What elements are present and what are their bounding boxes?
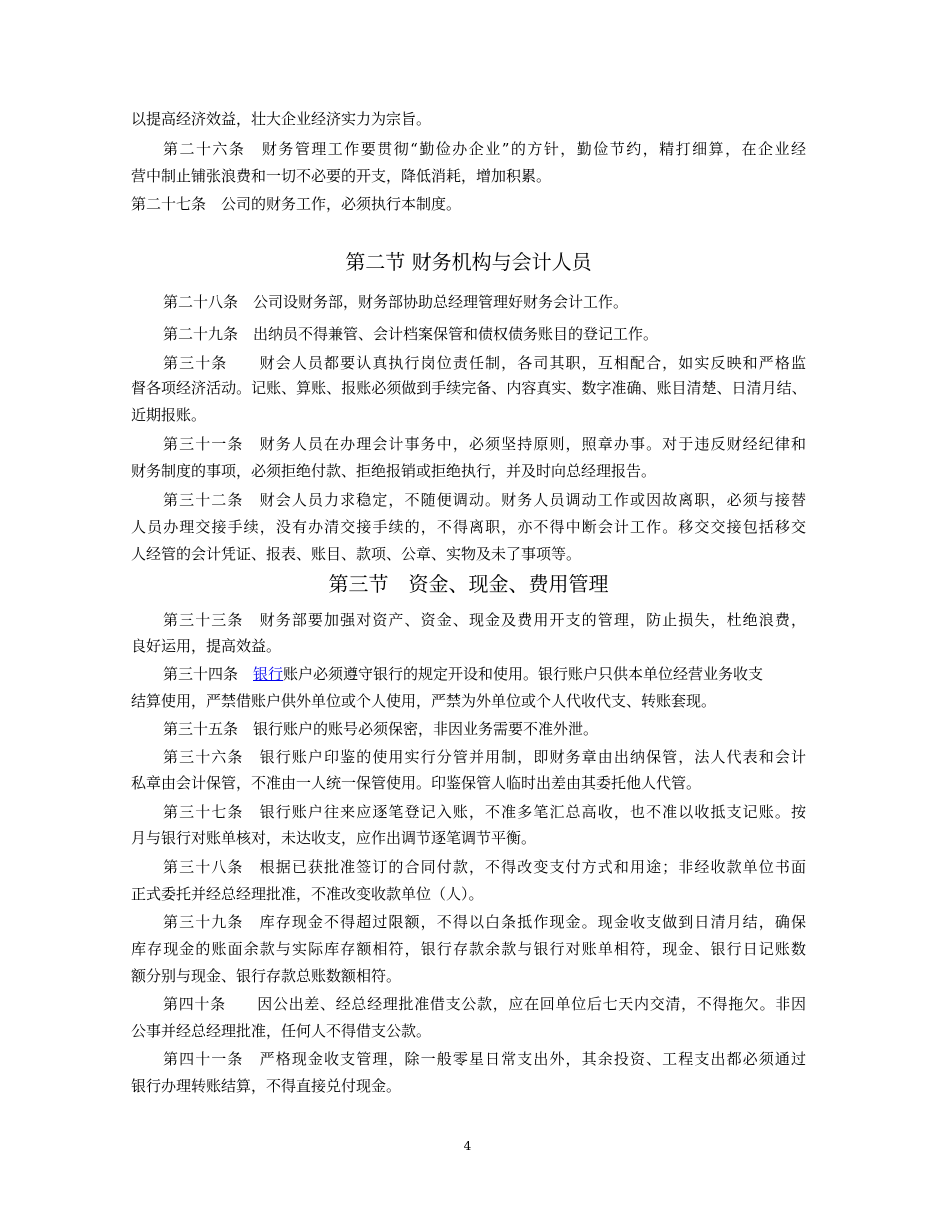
section-heading-2: 第二节 财务机构与会计人员 [345,250,592,274]
article-33-line-1: 第三十三条 财务部要加强对资产、资金、现金及费用开支的管理，防止损失，杜绝浪费， [163,611,806,629]
article-30-line-1: 第三十条 财会人员都要认真执行岗位责任制，各司其职，互相配合，如实反映和严格监 [163,354,806,372]
article-39-line-2: 库存现金的账面余款与实际库存额相符，银行存款余款与银行对账单相符，现金、银行日记账数 [131,940,806,958]
article-33-line-2: 良好运用，提高效益。 [131,637,282,655]
article-26-line-2: 营中制止铺张浪费和一切不必要的开支，降低消耗，增加积累。 [131,167,552,185]
article-34-number: 第三十四条 [163,665,254,683]
article-32-line-1: 第三十二条 财会人员力求稳定，不随便调动。财务人员调动工作或因故离职，必须与接替 [163,491,806,509]
article-31-line-1: 第三十一条 财务人员在办理会计事务中，必须坚持原则，照章办事。对于违反财经纪律和 [163,435,806,453]
article-39-line-1: 第三十九条 库存现金不得超过限额，不得以白条抵作现金。现金收支做到日清月结，确保 [163,913,806,931]
paragraph-line: 以提高经济效益，壮大企业经济实力为宗旨。 [131,110,432,128]
article-40-line-2: 公事并经总经理批准，任何人不得借支公款。 [131,1022,432,1040]
article-27: 第二十七条 公司的财务工作，必须执行本制度。 [131,195,462,213]
article-37-line-2: 月与银行对账单核对，未达收支，应作出调节逐笔调节平衡。 [131,829,537,847]
article-32-line-2: 人员办理交接手续，没有办清交接手续的，不得离职，亦不得中断会计工作。移交交接包括移交 [131,518,806,536]
article-34-text: 账户必须遵守银行的规定开设和使用。银行账户只供本单位经营业务收支 [283,665,764,683]
article-40-line-1: 第四十条 因公出差、经总经理批准借支公款，应在回单位后七天内交清，不得拖欠。非因 [163,995,806,1013]
article-37-line-1: 第三十七条 银行账户往来应逐笔登记入账，不准多笔汇总高收，也不准以收抵支记账。按 [163,803,806,821]
article-29: 第二十九条 出纳员不得兼管、会计档案保管和债权债务账目的登记工作。 [163,325,659,343]
article-34-line-1 [163,664,763,684]
section-heading-3: 第三节 资金、现金、费用管理 [328,572,609,596]
article-30-line-3: 近期报账。 [131,406,207,424]
article-32-line-3: 人经管的会计凭证、报表、账目、款项、公章、实物及未了事项等。 [131,545,582,563]
article-36-line-2: 私章由会计保管，不准由一人统一保管使用。印鉴保管人临时出差由其委托他人代管。 [131,774,702,792]
article-41-line-2: 银行办理转账结算，不得直接兑付现金。 [131,1077,402,1095]
article-38-line-2: 正式委托并经总经理批准，不准改变收款单位（人）。 [131,885,484,903]
article-38-line-1: 第三十八条 根据已获批准签订的合同付款，不得改变支付方式和用途；非经收款单位书面 [163,858,806,876]
article-31-line-2: 财务制度的事项，必须拒绝付款、拒绝报销或拒绝执行，并及时向总经理报告。 [131,462,657,480]
article-34-line-2: 结算使用，严禁借账户供外单位或个人使用，严禁为外单位或个人代收代支、转账套现。 [131,692,717,710]
page-number: 4 [463,1139,472,1153]
article-28: 第二十八条 公司设财务部，财务部协助总经理管理好财务会计工作。 [163,293,629,311]
article-41-line-1: 第四十一条 严格现金收支管理，除一般零星日常支出外，其余投资、工程支出都必须通过 [163,1050,806,1068]
article-26-line-1: 第二十六条 财务管理工作要贯彻“勤俭办企业”的方针，勤俭节约，精打细算，在企业经 [163,140,806,158]
article-39-line-3: 额分别与现金、银行存款总账数额相符。 [131,967,402,985]
article-30-line-2: 督各项经济活动。记账、算账、报账必须做到手续完备、内容真实、数字准确、账目清楚、日清月结、 [131,379,806,397]
bank-link[interactable]: 银行 [253,665,284,683]
article-35: 第三十五条 银行账户的账号必须保密，非因业务需要不准外泄。 [163,720,599,738]
article-36-line-1: 第三十六条 银行账户印鉴的使用实行分管并用制，即财务章由出纳保管，法人代表和会计 [163,748,806,766]
